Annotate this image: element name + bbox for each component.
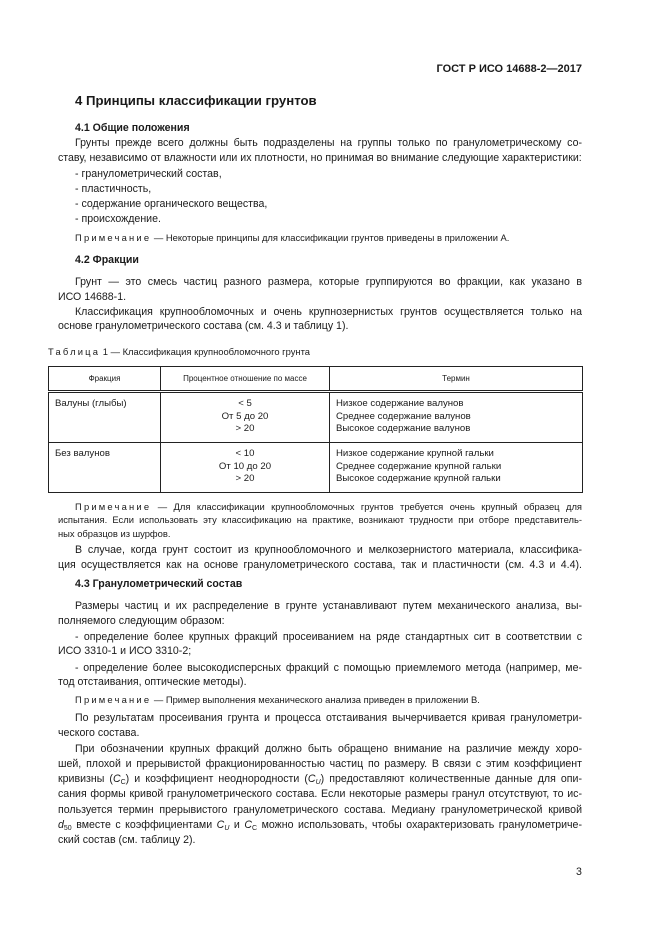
note-text: — Некоторые принципы для классификации грунтов приведены в приложении А. xyxy=(153,232,510,243)
column-header: Фракция xyxy=(49,367,161,392)
note-label: Примечание xyxy=(75,232,152,243)
subscript: U xyxy=(224,825,230,832)
table-caption xyxy=(48,345,572,359)
list-item: - определение более высокодисперсных фракций с помощью приемлемого метода (например, ме- xyxy=(75,662,582,674)
percent-value: От 5 до 20 xyxy=(221,410,269,422)
fraction-cell: Валуны (глыбы) xyxy=(49,392,161,443)
list-item: - гранулометрический состав, xyxy=(75,168,222,180)
note xyxy=(75,231,582,245)
paragraph-line: Размеры частиц и их распределение в грунте устанавливают путем механического анализа, вы- xyxy=(75,600,582,612)
table-title: 1 — Классификация крупнообломочного грунта xyxy=(102,346,310,357)
column-header: Термин xyxy=(330,367,583,392)
list-item: - пластичность, xyxy=(75,183,152,195)
text: ) предоставляют количественные данные для опи- xyxy=(320,773,582,785)
note xyxy=(75,693,582,707)
percent-value: От 10 до 20 xyxy=(218,460,272,472)
fraction-cell: Без валунов xyxy=(49,443,161,493)
subscript: C xyxy=(252,825,258,832)
symbol: C xyxy=(112,773,121,785)
paragraph-line xyxy=(58,772,582,786)
percent-value: > 20 xyxy=(235,423,255,434)
paragraph-line: сания формы кривой гранулометрического состава. Если некоторые размеры гранул отсутствуют, то ис- xyxy=(58,788,582,800)
paragraph-line: пользуется термин прерывистого гранулометрического состава. Медиану гранулометрической кривой xyxy=(58,804,582,816)
table-row xyxy=(49,392,583,443)
paragraph-line: полняемого следующим образом: xyxy=(58,615,225,627)
table-header-row xyxy=(49,367,583,392)
term-cell xyxy=(330,392,583,443)
symbol: d xyxy=(58,819,64,831)
subscript: U xyxy=(315,779,321,786)
note-label: Примечание xyxy=(75,501,152,512)
subsection-heading: 4.1 Общие положения xyxy=(75,122,190,134)
paragraph-line: ция осуществляется как на основе гранулометрического состава, так и пластичности (см. 4.3 и 4.4). xyxy=(58,559,582,571)
section-heading: 4 Принципы классификации грунтов xyxy=(75,93,317,108)
percent-value: < 5 xyxy=(238,398,252,409)
list-item: - определение более крупных фракций просеиванием на ряде стандартных сит в соответствии с xyxy=(75,631,582,643)
paragraph-line: ский состав (см. таблицу 2). xyxy=(58,834,196,846)
subsection-heading: 4.3 Гранулометрический состав xyxy=(75,578,243,590)
subscript: C xyxy=(120,779,126,786)
paragraph-line: Грунты прежде всего должны быть подразделены на группы только по гранулометрическому со- xyxy=(75,137,582,149)
list-item: ИСО 3310-1 и ИСО 3310-2; xyxy=(58,645,192,657)
term: Среднее содержание крупной гальки xyxy=(336,460,502,472)
note-text: — Для классификации крупнообломочных грунтов требуется очень крупный образец для xyxy=(157,501,582,512)
list-item: - содержание органического вещества, xyxy=(75,198,268,210)
subscript: 50 xyxy=(63,825,72,832)
symbol: C xyxy=(216,819,225,831)
paragraph-line: основе гранулометрического состава (см. 4.3 и таблицу 1). xyxy=(58,320,349,332)
subsection-heading: 4.2 Фракции xyxy=(75,254,139,266)
percent-cell xyxy=(161,392,330,443)
percent-value: < 10 xyxy=(235,448,255,459)
paragraph-line: Грунт — это смесь частиц разного размера, которые группируются во фракции, как указано в xyxy=(75,276,582,288)
column-header: Процентное отношение по массе xyxy=(161,367,330,392)
text: кривизны ( xyxy=(58,773,113,785)
list-item: тод отстаивания, оптические методы). xyxy=(58,676,247,688)
paragraph-line: Классификация крупнообломочных и очень крупнозернистых грунтов осуществляется только на xyxy=(75,306,582,318)
symbol: C xyxy=(307,773,316,785)
table-row xyxy=(49,443,583,493)
text: и xyxy=(229,819,245,831)
note-label: Примечание xyxy=(75,694,152,705)
paragraph-line: шей, плохой и прерывистой фракционированностью частиц по размеру. В связи с этим коэффициент xyxy=(58,758,582,770)
paragraph-line: ческого состава. xyxy=(58,727,140,739)
text: вместе с коэффициентами xyxy=(71,819,217,831)
note-line: испытания. Если использовать эту классификацию на практике, возникают трудности при отборе представитель- xyxy=(58,514,582,525)
paragraph-line: При обозначении крупных фракций должно быть обращено внимание на различие между хоро- xyxy=(75,743,582,755)
note-text: — Пример выполнения механического анализа приведен в приложении В. xyxy=(153,694,480,705)
note-line: ных образцов из шурфов. xyxy=(58,528,171,539)
table-label: Таблица xyxy=(48,346,101,357)
page-number: 3 xyxy=(576,866,582,878)
document-id: ГОСТ Р ИСО 14688-2—2017 xyxy=(436,63,582,75)
note xyxy=(75,500,582,514)
term: Среднее содержание валунов xyxy=(336,410,471,422)
term: Высокое содержание валунов xyxy=(336,423,471,434)
paragraph-line: ставу, независимо от влажности или их плотности, но принимая во внимание следующие характеристики: xyxy=(58,152,582,164)
term: Высокое содержание крупной гальки xyxy=(336,473,501,484)
paragraph-line: ИСО 14688-1. xyxy=(58,291,127,303)
percent-cell xyxy=(161,443,330,493)
paragraph-line xyxy=(58,818,582,832)
term-cell xyxy=(330,443,583,493)
text: можно использовать, чтобы охарактеризовать гранулометриче- xyxy=(257,819,582,831)
term: Низкое содержание крупной гальки xyxy=(336,448,494,459)
text: ) и коэффициент неоднородности ( xyxy=(125,773,308,785)
classification-table xyxy=(48,366,583,493)
percent-value: > 20 xyxy=(235,473,255,484)
list-item: - происхождение. xyxy=(75,213,161,225)
term: Низкое содержание валунов xyxy=(336,398,464,409)
paragraph-line: По результатам просеивания грунта и процесса отстаивания вычерчивается кривая гранулометри- xyxy=(75,712,582,724)
symbol: C xyxy=(244,819,252,831)
paragraph-line: В случае, когда грунт состоит из крупнообломочного и мелкозернистого материала, классифика- xyxy=(75,544,582,556)
